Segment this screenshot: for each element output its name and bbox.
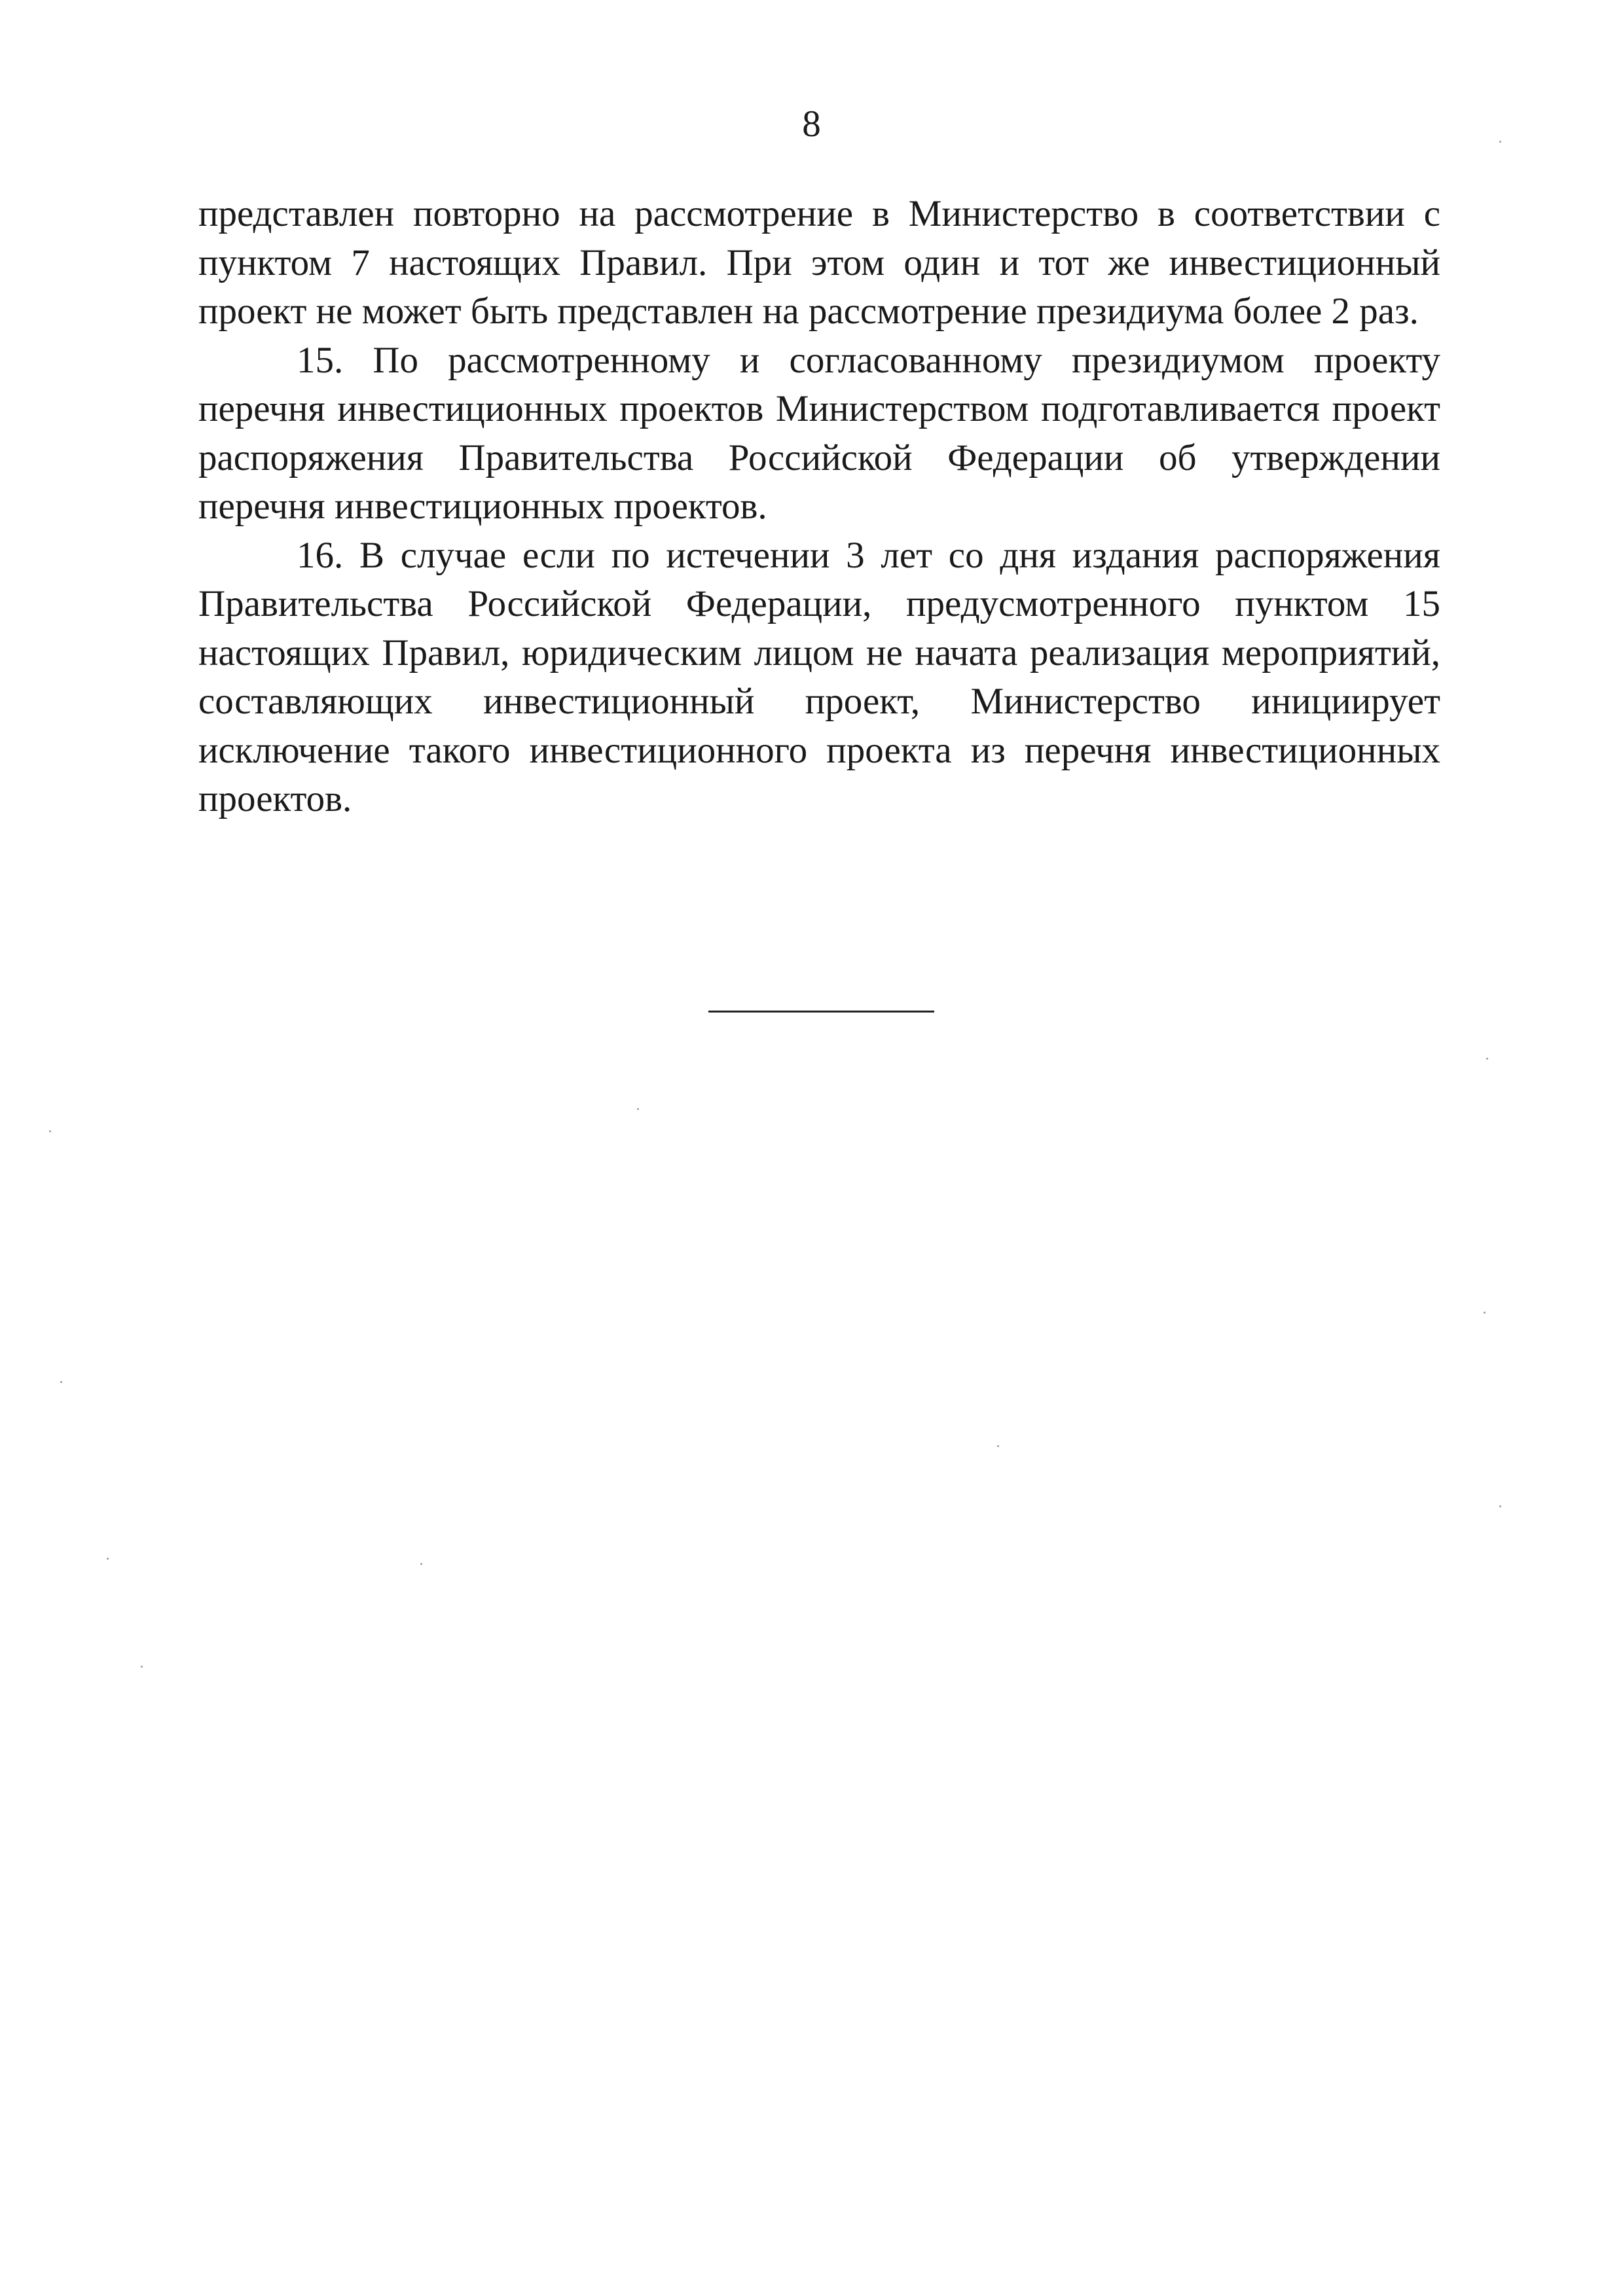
- scan-speck: [637, 1108, 639, 1110]
- page-number: 8: [802, 103, 821, 145]
- scan-speck: [107, 1558, 109, 1560]
- scan-speck: [1499, 1505, 1501, 1507]
- document-body: [198, 190, 1440, 824]
- end-of-text-rule: [708, 1011, 934, 1013]
- paragraph-16: 16. В случае если по истечении 3 лет со дня издания распоряжения Правительства Российской Федерации, предусмотренного пунктом 15 настоящих Правил, юридическим лицом не начата реализация мероприятий, составляющих инвестиционный проект, Министерство инициирует исключение такого инвестиционного проекта из перечня инвестиционных проектов.: [198, 534, 1440, 819]
- scan-speck: [1484, 1312, 1486, 1314]
- scan-speck: [49, 1130, 51, 1132]
- scan-speck: [60, 1381, 62, 1383]
- scan-speck: [1499, 141, 1501, 143]
- paragraph-15: 15. По рассмотренному и согласованному президиумом проекту перечня инвестиционных проектов Министерством подготавливается проект распоряжения Правительства Российской Федерации об утверждении перечня инвестиционных проектов.: [198, 339, 1440, 527]
- scan-speck: [1486, 1058, 1488, 1060]
- scan-speck: [141, 1666, 143, 1668]
- scan-speck: [420, 1563, 422, 1565]
- paragraph-continuation: представлен повторно на рассмотрение в Министерство в соответствии с пунктом 7 настоящих Правил. При этом один и тот же инвестиционный проект не может быть представлен на рассмотрение президиума более 2 раз.: [198, 193, 1440, 332]
- scan-speck: [997, 1445, 999, 1447]
